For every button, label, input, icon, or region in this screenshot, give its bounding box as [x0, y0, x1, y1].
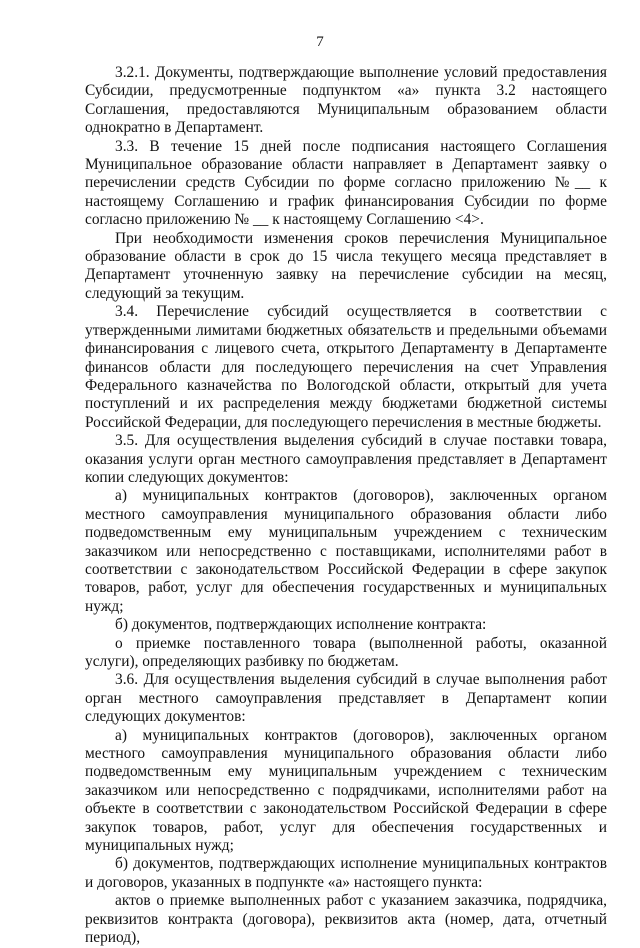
paragraph-3-5-b: б) документов, подтверждающих исполнение контракта: [115, 616, 487, 634]
document-body [85, 64, 607, 948]
paragraph-3-3: 3.3. В течение 15 дней после подписания настоящего Соглашения Муниципальное образование области направляет в Департамент заявку о перечислении средств Субсидии по форме согласно приложению №__ к настоящему Соглашению и график финансирования Субсидии по форме согласно приложению № __ к настоящему Соглашению <4>. [85, 137, 607, 229]
paragraph-3-4: 3.4. Перечисление субсидий осуществляется в соответствии с утвержденными лимитами бюджетных обязательств и предельными объемами финансирования с лицевого счета, открытого Департаменту в Департаменте финансов области для последующего перечисления на счет Управления Федерального казначейства по Вологодской области, открытый для учета поступлений и их распределения между бюджетами бюджетной системы Российской Федерации, для последующего перечисления в местные бюджеты. [85, 303, 607, 431]
page-number: 7 [316, 34, 324, 50]
paragraph-3-5-a: а) муниципальных контрактов (договоров), заключенных органом местного самоуправления муниципального образования области либо подведомственным ему муниципальным учреждением с техническим заказчиком или непосредственно с поставщиками, исполнителями работ в соответствии с законодательством Российской Федерации в сфере закупок товаров, работ, услуг для обеспечения государственных и муниципальных нужд; [85, 487, 607, 615]
paragraph-3-3-change-terms: При необходимости изменения сроков перечисления Муниципальное образование области в срок до 15 числа текущего месяца представляет в Департамент уточненную заявку на перечисление субсидии на месяц, следующий за текущим. [85, 229, 607, 302]
paragraph-3-5-b-acceptance: о приемке поставленного товара (выполненной работы, оказанной услуги), определяющих разбивку по бюджетам. [85, 634, 607, 670]
paragraph-3-6: 3.6. Для осуществления выделения субсидий в случае выполнения работ орган местного самоуправления представляет в Департамент копии следующих документов: [85, 671, 607, 726]
paragraph-3-6-a: а) муниципальных контрактов (договоров), заключенных органом местного самоуправления муниципального образования области либо подведомственным ему муниципальным учреждением с техническим заказчиком или непосредственно с подрядчиками, исполнителями работ на объекте в соответствии с законодательством Российской Федерации в сфере закупок товаров, работ, услуг для обеспечения государственных и муниципальных нужд; [85, 726, 607, 855]
paragraph-3-6-b-acts: актов о приемке выполненных работ с указанием заказчика, подрядчика, реквизитов контракта (договора), реквизитов акта (номер, дата, отчетный период), [85, 892, 607, 947]
paragraph-3-2-1: 3.2.1. Документы, подтверждающие выполнение условий предоставления Субсидии, предусмотренные подпунктом «а» пункта 3.2 настоящего Соглашения, предоставляются Муниципальным образованием области однократно в Департамент. [85, 64, 607, 137]
paragraph-3-5: 3.5. Для осуществления выделения субсидий в случае поставки товара, оказания услуги орган местного самоуправления представляет в Департамент копии следующих документов: [85, 432, 607, 486]
paragraph-3-6-b: б) документов, подтверждающих исполнение муниципальных контрактов и договоров, указанных в подпункте «а» настоящего пункта: [85, 855, 607, 891]
